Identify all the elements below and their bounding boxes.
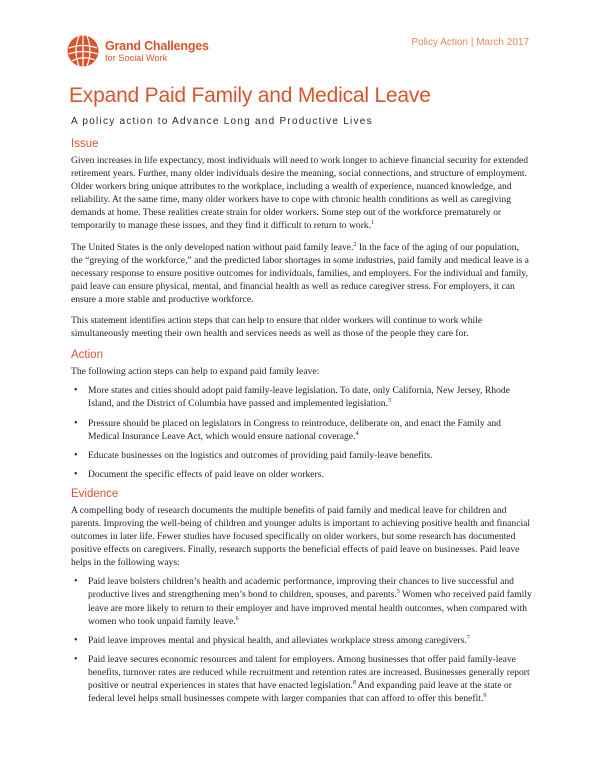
- list-item: • Pressure should be placed on legislators in Congress to reintroduce, deliberate on, and enact the Family and Medical Insurance Leave Act, which would ensure national coverage.$^4$: [71, 417, 533, 443]
- footnote-ref: 8: [352, 679, 356, 686]
- list-item: • Paid leave improves mental and physical health, and alleviates workplace stress among caregivers.$^7$: [71, 634, 533, 647]
- footnote-ref: 7: [466, 634, 470, 641]
- evidence-list: [71, 575, 533, 705]
- issue-paragraph-2: The United States is the only developed nation without paid family leave.$^2$ In the face of the aging of our population, the “greying of the workforce,” and the predicted labor shortages in some industries, paid family and medical leave is a necessary response to ensure positive outcomes for individuals, families, and employers. For the individual and family, paid leave can ensure physical, mental, and financial health as well as reduce caregiver stress. For employers, it can ensure a more stable and productive workforce.: [71, 241, 529, 305]
- section-heading-evidence: Evidence: [71, 487, 119, 500]
- issue-paragraph-3: This statement identifies action steps that can help to ensure that older workers will continue to work while simultaneously meeting their own health and services needs as well as those of the people they care for.: [71, 315, 483, 340]
- logo: [66, 34, 216, 70]
- list-item: • Document the specific effects of paid leave on older workers.: [71, 468, 533, 481]
- list-item: • More states and cities should adopt paid family-leave legislation. To date, only California, New Jersey, Rhode Island, and the District of Columbia have passed and implemented legislation.$^3$: [71, 384, 533, 410]
- section-heading-issue: Issue: [71, 138, 99, 150]
- policy-date-label: Policy Action | March 2017: [411, 37, 529, 48]
- evidence-paragraph-1: A compelling body of research documents the multiple benefits of paid family and medical leave for children and parents. Improving the well-being of children and younger adults is important to achieving positive health and financial outcomes in later life. Fewer studies have focused specifically on older workers, but some research has documented positive effects on caregivers. Finally, research supports the beneficial effects of paid leave on businesses. Paid leave helps in the following ways:: [71, 504, 531, 569]
- footnote-ref: 3: [388, 398, 392, 405]
- list-item: • Paid leave bolsters children’s health and academic performance, improving their chances to live successful and productive lives and strengthening men’s bond to children, spouses, and parents.$^5$ Women who received paid family leave are more likely to return to their employer and have improved mental health outcomes, when compared with women who took unpaid family leave.$^6$: [71, 575, 533, 627]
- document-body: [71, 137, 533, 711]
- action-list: [71, 384, 533, 481]
- logo-name: Grand Challenges: [105, 39, 209, 53]
- list-item: • Educate businesses on the logistics and outcomes of providing paid family-leave benefits.: [71, 449, 533, 462]
- footnote-ref: 9: [483, 692, 487, 699]
- footnote-ref: 6: [235, 615, 239, 622]
- footnote-ref: 5: [396, 589, 400, 596]
- globe-logo-icon: [66, 34, 100, 68]
- section-heading-action: Action: [71, 349, 103, 362]
- footnote-ref: 1: [371, 220, 375, 227]
- action-intro: The following action steps can help to expand paid family leave:: [71, 366, 320, 378]
- logo-subtitle: for Social Work: [105, 53, 168, 63]
- footnote-ref: 2: [353, 241, 357, 248]
- footnote-ref: 4: [355, 430, 359, 437]
- list-item: • Paid leave secures economic resources and talent for employers. Among businesses that offer paid family-leave benefits, turnover rates are reduced while recruitment and retention rates are increased. Businesses generally report positive or neutral experiences in states that have enacted legislation.$^8$ And expanding paid leave at the state or federal level helps small businesses compete with larger companies that can afford to offer this benefit.$^9$: [71, 653, 533, 705]
- page-title: Expand Paid Family and Medical Leave: [69, 84, 431, 107]
- issue-paragraph-1: Given increases in life expectancy, most individuals will need to work longer to achieve financial security for extended retirement years. Further, many older individuals desire the meaning, social connections, and structure of employment. Older workers bring unique attributes to the workplace, including a wealth of experience, nuanced knowledge, and reliability. At the same time, many older workers have to cope with chronic health conditions as well as caregiving demands at home. These realities create strain for older workers. Some step out of the workforce prematurely or temporarily to manage these issues, and they find it difficult to return to work.$^1$: [71, 155, 529, 232]
- page-subtitle: A policy action to Advance Long and Productive Lives: [71, 116, 373, 127]
